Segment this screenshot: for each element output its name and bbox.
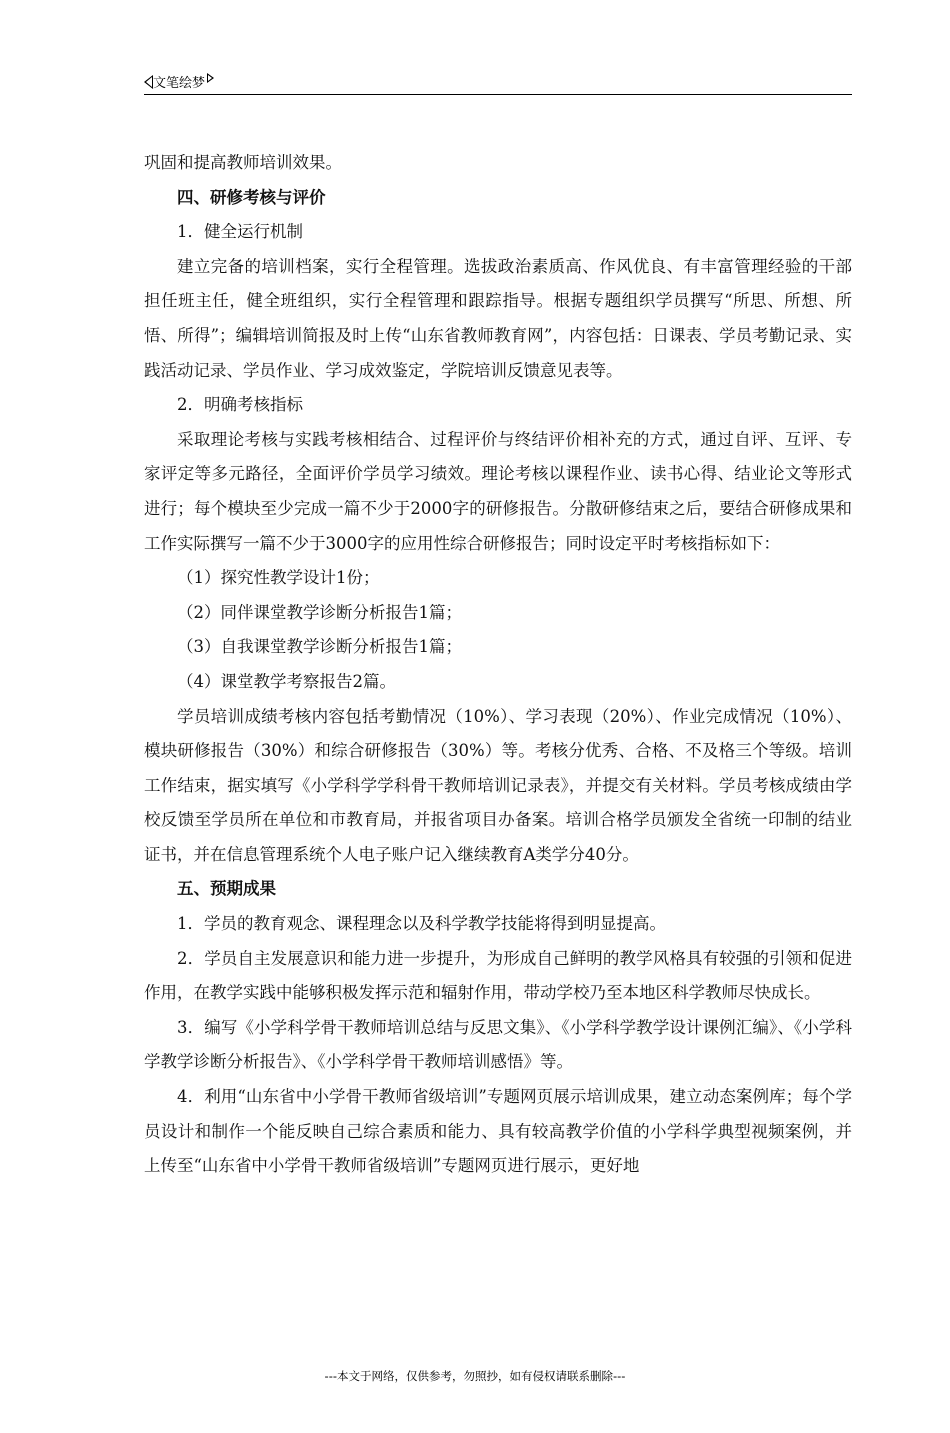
right-triangle-icon [207,73,214,83]
paragraph: 1．健全运行机制 [177,222,303,242]
section-heading: 五、预期成果 [177,879,276,899]
paragraph: （2）同伴课堂教学诊断分析报告1篇； [177,602,462,622]
paragraph: （4）课堂教学考察报告2篇。 [177,671,396,691]
paragraph: 学员培训成绩考核内容包括考勤情况（10%）、学习表现（20%）、作业完成情况（10%）、模块研修报告（30%）和综合研修报告（30%）等。考核分优秀、合格、不及格三个等级。培训工作结束，据实填写《小学科学学科骨干教师培训记录表》，并提交有关材料。学员考核成绩由学校反馈至学员所在单位和市教育局，并报省项目办备案。培训合格学员颁发全省统一印制的结业证书，并在信息管理系统个人电子账户记入继续教育A类学分40分。 [144,706,852,864]
header-brand-text: 文笔绘梦 [153,76,206,91]
left-triangle-icon [144,75,153,89]
paragraph: 建立完备的培训档案，实行全程管理。选拔政治素质高、作风优良、有丰富管理经验的干部担任班主任，健全班组织，实行全程管理和跟踪指导。根据专题组织学员撰写“所思、所想、所悟、所得”；编辑培训简报及时上传“山东省教师教育网”，内容包括：日课表、学员考勤记录、实践活动记录、学员作业、学习成效鉴定，学院培训反馈意见表等。 [144,256,852,380]
page-footer: ---本文于网络，仅供参考，勿照抄，如有侵权请联系删除--- [324,1369,626,1383]
paragraph: 4．利用“山东省中小学骨干教师省级培训”专题网页展示培训成果，建立动态案例库；每个学员设计和制作一个能反映自己综合素质和能力、具有较高教学价值的小学科学典型视频案例，并上传至“山东省中小学骨干教师省级培训”专题网页进行展示，更好地 [144,1087,852,1176]
paragraph: 采取理论考核与实践考核相结合、过程评价与终结评价相补充的方式，通过自评、互评、专家评定等多元路径，全面评价学员学习绩效。理论考核以课程作业、读书心得、结业论文等形式进行；每个模块至少完成一篇不少于2000字的研修报告。分散研修结束之后，要结合研修成果和工作实际撰写一篇不少于3000字的应用性综合研修报告；同时设定平时考核指标如下： [144,429,852,553]
paragraph: 3．编写《小学科学骨干教师培训总结与反思文集》、《小学科学教学设计课例汇编》、《小学科学教学诊断分析报告》、《小学科学骨干教师培训感悟》等。 [144,1017,852,1072]
paragraph: 2．明确考核指标 [177,395,303,415]
section-heading: 四、研修考核与评价 [177,187,326,207]
paragraph: （3）自我课堂教学诊断分析报告1篇； [177,637,462,657]
paragraph: 2．学员自主发展意识和能力进一步提升，为形成自己鲜明的教学风格具有较强的引领和促进作用，在教学实践中能够积极发挥示范和辐射作用，带动学校乃至本地区科学教师尽快成长。 [144,948,852,1003]
paragraph: （1）探究性教学设计1份； [177,568,380,588]
paragraph: 1．学员的教育观念、课程理念以及科学教学技能将得到明显提高。 [177,914,666,934]
document-body [144,146,852,1184]
header-brand [144,72,214,91]
page-header [144,70,852,95]
paragraph: 巩固和提高教师培训效果。 [144,153,342,172]
